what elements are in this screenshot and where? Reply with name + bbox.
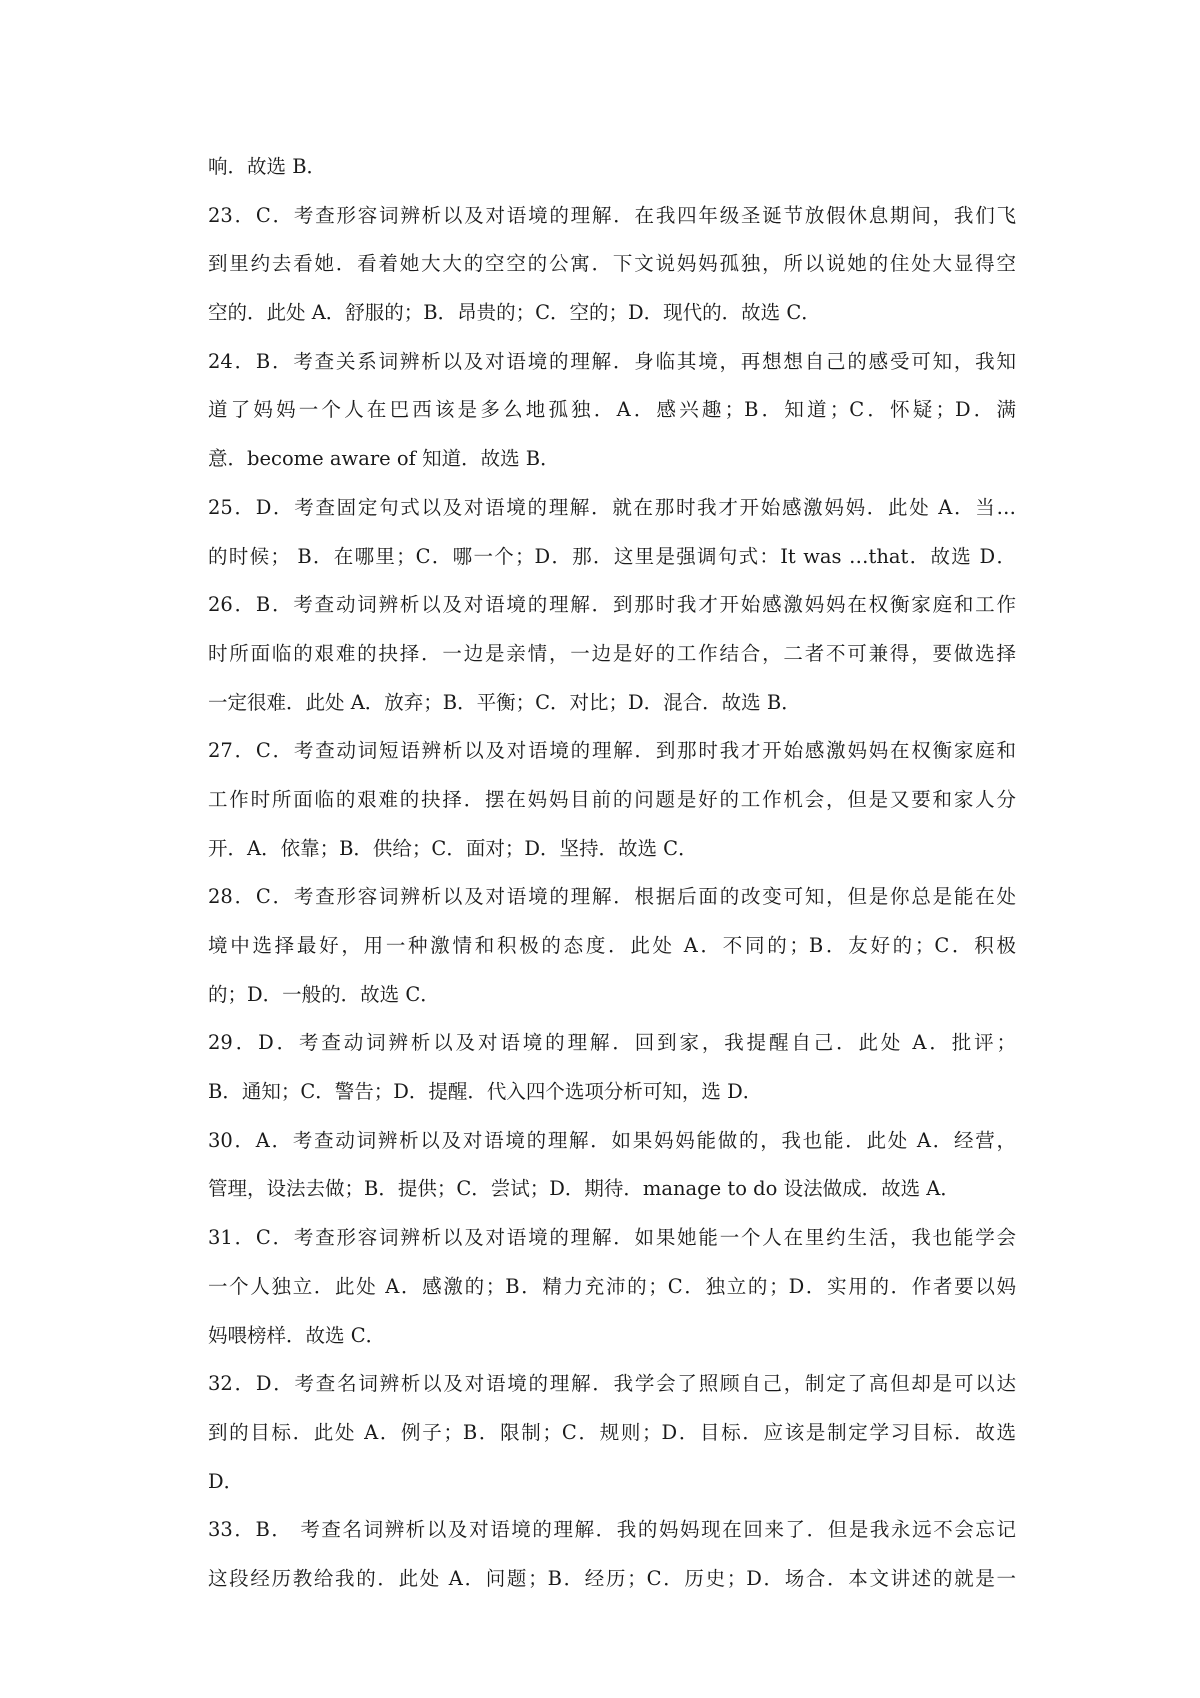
text-line: 23．C．考查形容词辨析以及对语境的理解．在我四年级圣诞节放假休息期间，我们飞 (208, 203, 1016, 227)
text-line: 道了妈妈一个人在巴西该是多么地孤独．A．感兴趣；B．知道；C．怀疑；D．满 (208, 398, 1016, 422)
answer-explanations (208, 143, 1016, 1604)
text-line: 工作时所面临的艰难的抉择．摆在妈妈目前的问题是好的工作机会，但是又要和家人分 (208, 787, 1016, 811)
text-line: 这段经历教给我的．此处 A．问题；B．经历；C．历史；D．场合．本文讲述的就是一 (208, 1566, 1016, 1590)
text-line: 33．B． 考查名词辨析以及对语境的理解．我的妈妈现在回来了．但是我永远不会忘记 (208, 1518, 1016, 1542)
text-line: 30．A．考查动词辨析以及对语境的理解．如果妈妈能做的，我也能．此处 A．经营， (208, 1128, 1016, 1152)
text-line: 26．B．考查动词辨析以及对语境的理解．到那时我才开始感激妈妈在权衡家庭和工作 (208, 593, 1016, 617)
text-line: 到里约去看她．看着她大大的空空的公寓．下文说妈妈孤独，所以说她的住处大显得空 (208, 252, 1016, 276)
text-line: 的时候； B．在哪里；C．哪一个；D．那．这里是强调句式：It was …that．故选 D． (208, 544, 1016, 568)
text-line: 妈喂榜样．故选 C． (208, 1323, 386, 1347)
text-line: 时所面临的艰难的抉择．一边是亲情，一边是好的工作结合，二者不可兼得，要做选择 (208, 641, 1016, 665)
text-line: 29．D．考查动词辨析以及对语境的理解．回到家，我提醒自己．此处 A．批评； (208, 1031, 1016, 1055)
text-line: 25．D．考查固定句式以及对语境的理解．就在那时我才开始感激妈妈．此处 A．当… (208, 495, 1016, 519)
text-line: 空的．此处 A．舒服的；B．昂贵的；C．空的；D．现代的．故选 C． (208, 301, 821, 325)
text-line: 27．C．考查动词短语辨析以及对语境的理解．到那时我才开始感激妈妈在权衡家庭和 (208, 739, 1016, 763)
text-line: 响．故选 B． (208, 155, 327, 178)
text-line: 到的目标．此处 A．例子；B．限制；C．规则；D．目标．应该是制定学习目标．故选 (208, 1420, 1016, 1444)
text-line: D． (208, 1469, 244, 1493)
text-line: 一个人独立．此处 A．感激的；B．精力充沛的；C．独立的；D．实用的．作者要以妈 (208, 1274, 1016, 1298)
text-line: 24．B．考查关系词辨析以及对语境的理解．身临其境，再想想自己的感受可知，我知 (208, 349, 1016, 373)
text-line: 一定很难．此处 A．放弃；B．平衡；C．对比；D．混合．故选 B． (208, 690, 801, 714)
text-line: 的；D．一般的．故选 C． (208, 982, 440, 1006)
text-line: 32．D．考查名词辨析以及对语境的理解．我学会了照顾自己，制定了高但却是可以达 (208, 1372, 1016, 1396)
text-line: B．通知；C．警告；D．提醒．代入四个选项分析可知，选 D． (208, 1080, 763, 1104)
text-line: 28．C．考查形容词辨析以及对语境的理解．根据后面的改变可知，但是你总是能在处 (208, 885, 1016, 909)
text-line: 管理，设法去做；B．提供；C．尝试；D．期待．manage to do 设法做成．故选 A． (208, 1177, 960, 1201)
text-line: 31．C．考查形容词辨析以及对语境的理解．如果她能一个人在里约生活，我也能学会 (208, 1226, 1016, 1250)
text-line: 开．A．依靠；B．供给；C．面对；D．坚持．故选 C． (208, 836, 698, 860)
text-line: 意．become aware of 知道．故选 B． (208, 447, 560, 471)
text-line: 境中选择最好，用一种激情和积极的态度．此处 A．不同的；B．友好的；C．积极 (208, 934, 1016, 957)
